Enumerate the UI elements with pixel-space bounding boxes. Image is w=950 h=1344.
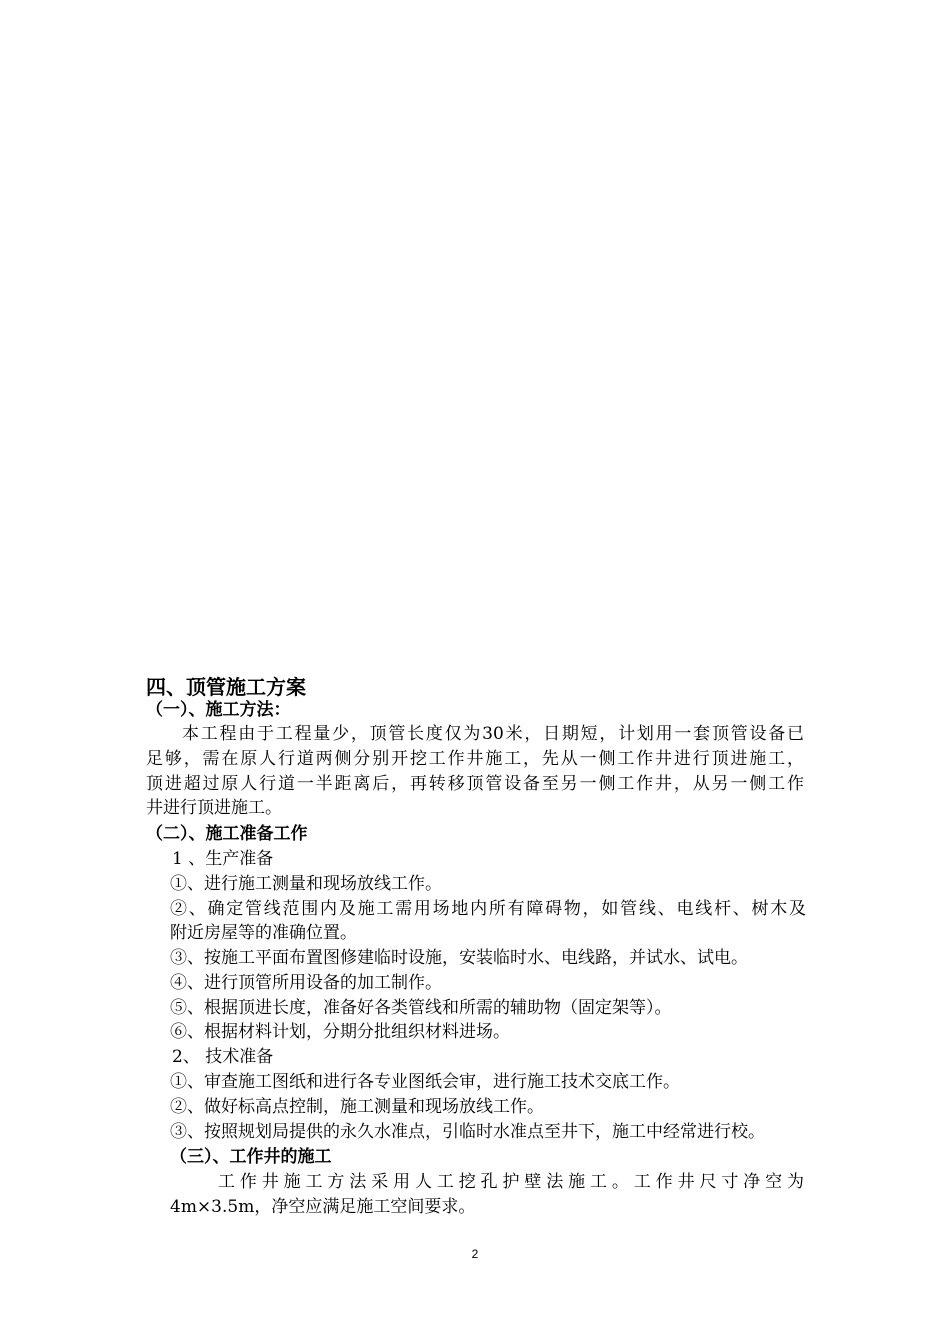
list-item: ④、进行顶管所用设备的加工制作。 — [170, 973, 442, 993]
list-item: ②、做好标高点控制，施工测量和现场放线工作。 — [170, 1097, 544, 1117]
paragraph-line: 足够，需在原人行道两侧分别开挖工作井施工，先从一侧工作井进行顶进施工， — [146, 749, 804, 769]
paragraph-line: 4m×3.5m，净空应满足施工空间要求。 — [170, 1197, 476, 1217]
paragraph-line: 顶进超过原人行道一半距离后，再转移顶管设备至另一侧工作井，从另一侧工作 — [146, 774, 804, 794]
list-item: ③、按照规划局提供的永久水准点，引临时水准点至井下，施工中经常进行校。 — [170, 1122, 765, 1142]
paragraph-line: 本工程由于工程量少，顶管长度仅为30米，日期短，计划用一套顶管设备已 — [182, 724, 804, 744]
list-item: ①、审查施工图纸和进行各专业图纸会审，进行施工技术交底工作。 — [170, 1072, 680, 1092]
paragraph-line: 井进行顶进施工。 — [146, 798, 282, 818]
subheading-production-prep: 1 、生产准备 — [172, 849, 274, 869]
page-number: 2 — [471, 1247, 479, 1261]
list-item: ②、确定管线范围内及施工需用场地内所有障碍物，如管线、电线杆、树木及 — [170, 899, 806, 919]
heading-construction-method: （一）、施工方法： — [146, 700, 291, 720]
heading-work-shaft: （三）、工作井的施工 — [170, 1147, 332, 1167]
subheading-technical-prep: 2、 技术准备 — [172, 1047, 274, 1067]
list-item: 附近房屋等的准确位置。 — [170, 923, 357, 943]
list-item: ①、进行施工测量和现场放线工作。 — [170, 874, 442, 894]
list-item: ③、按施工平面布置图修建临时设施，安装临时水、电线路，并试水、试电。 — [170, 948, 748, 968]
list-item: ⑥、根据材料计划，分期分批组织材料进场。 — [170, 1022, 510, 1042]
heading-preparation: （二）、施工准备工作 — [146, 824, 308, 844]
list-item: ⑤、根据顶进长度，准备好各类管线和所需的辅助物（固定架等）。 — [170, 998, 672, 1018]
section-title: 四、顶管施工方案 — [146, 675, 306, 699]
paragraph-line: 工作井施工方法采用人工挖孔护壁法施工。工作井尺寸净空为 — [218, 1172, 804, 1192]
